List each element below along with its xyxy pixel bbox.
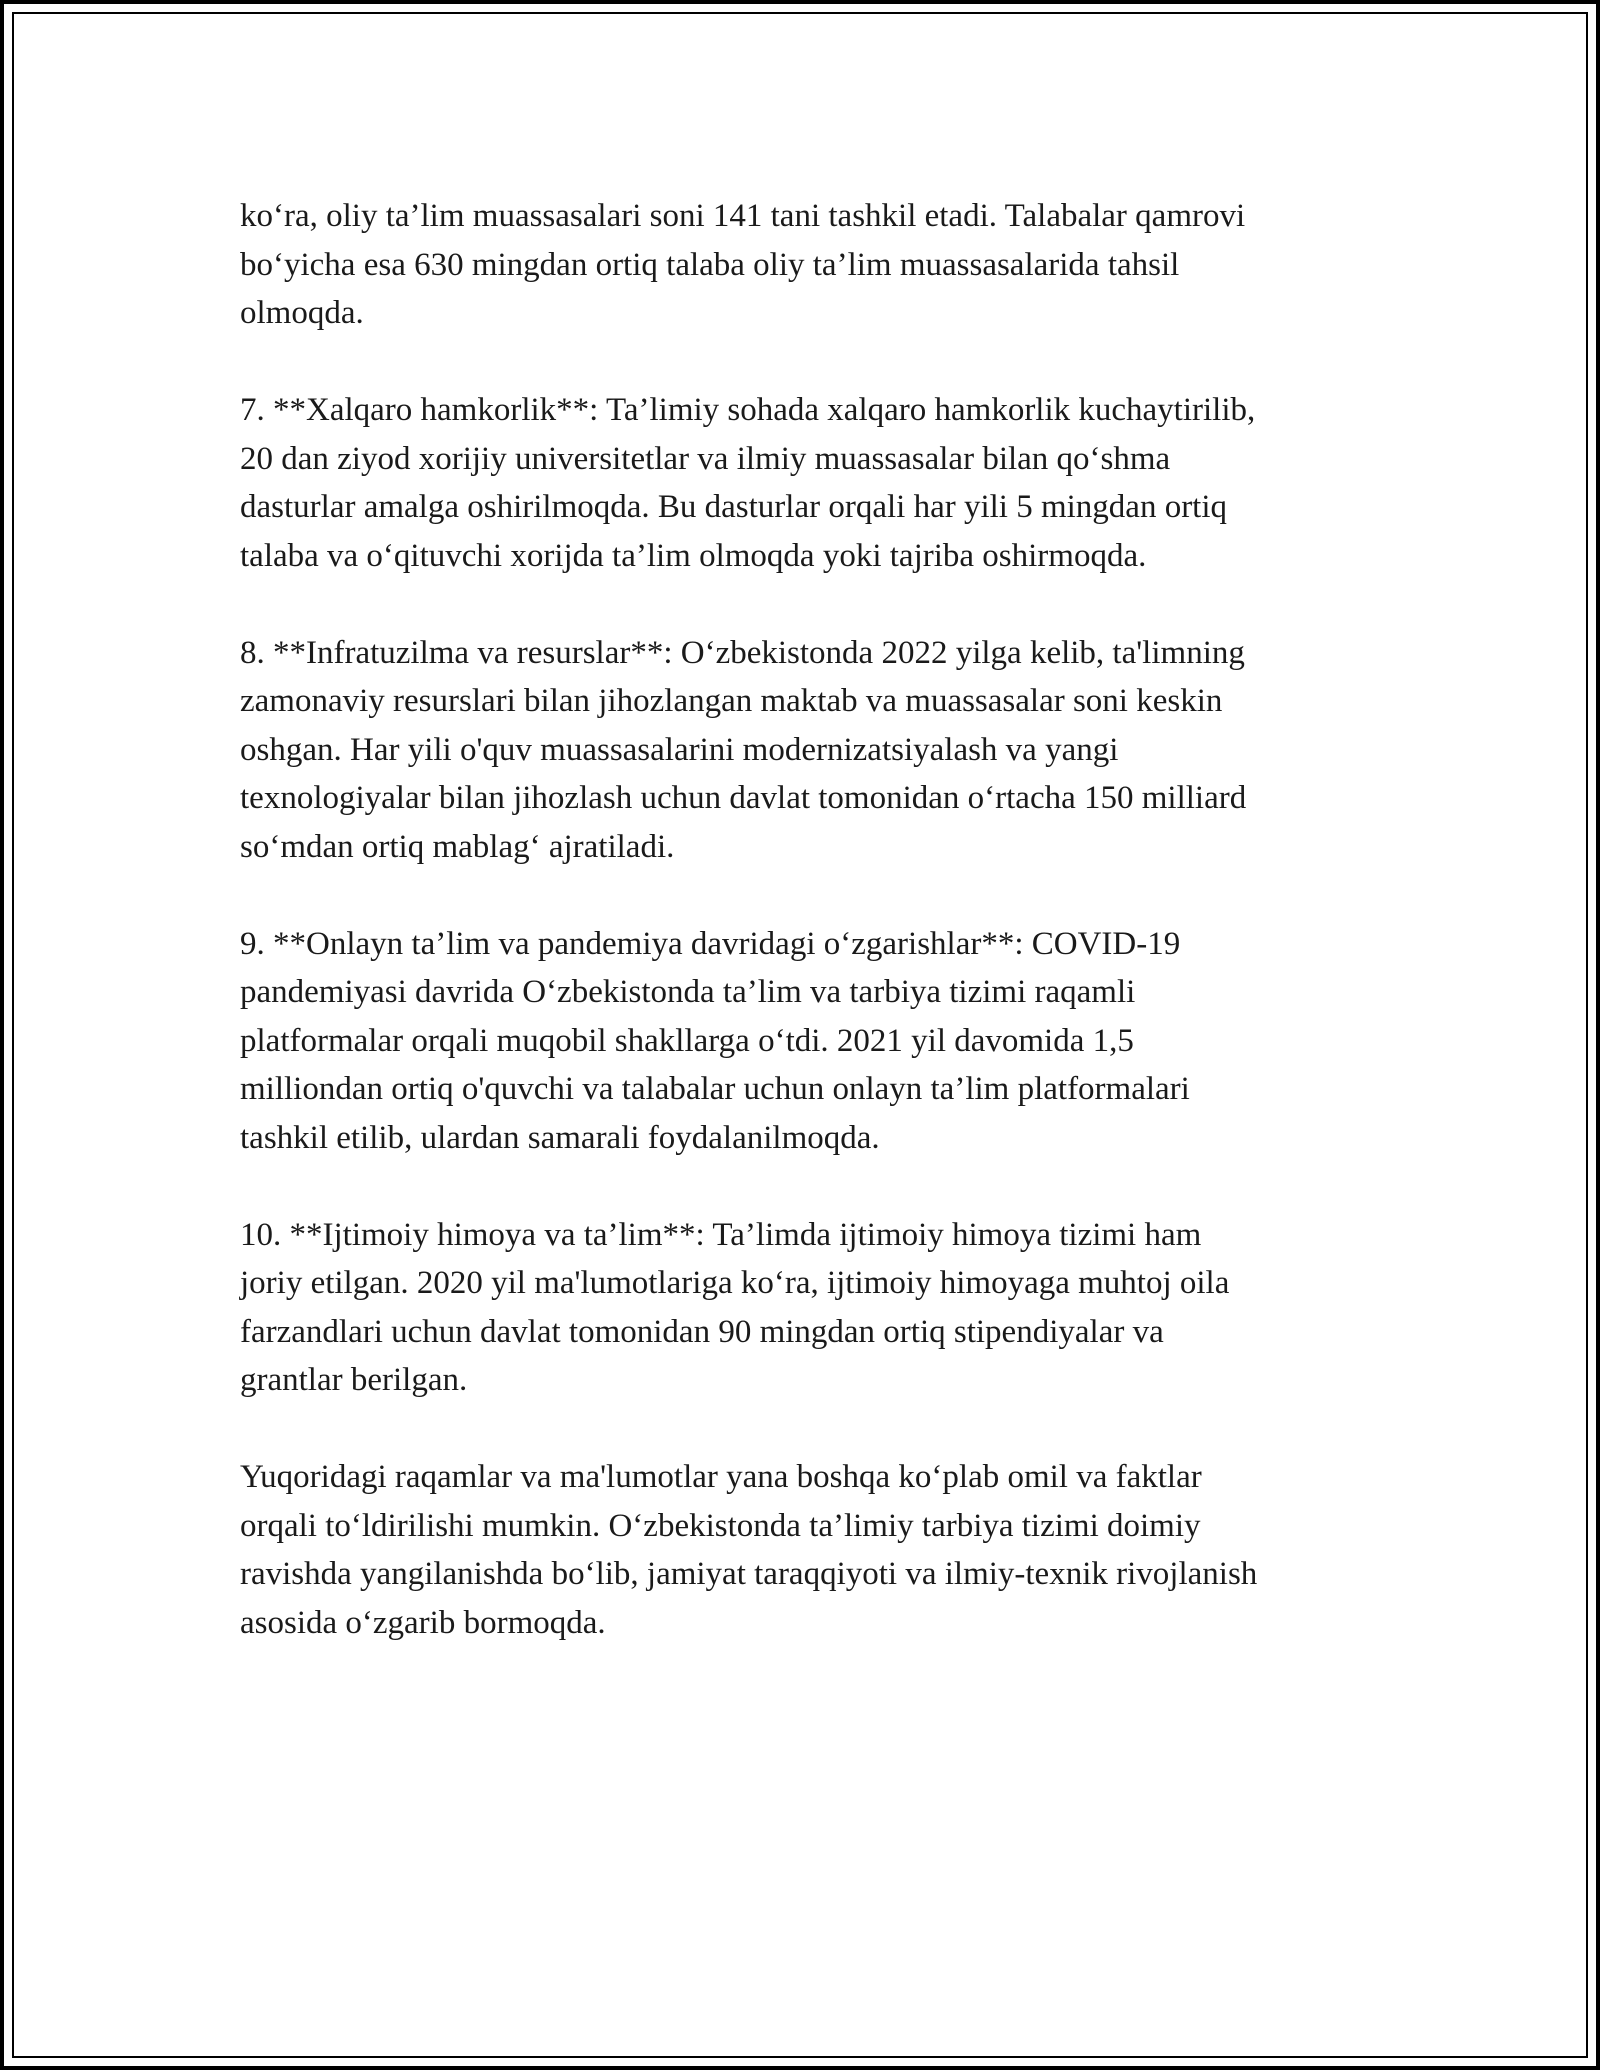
paragraph-item-8 xyxy=(240,629,1380,872)
text-line: dasturlar amalga oshirilmoqda. Bu dasturlar orqali har yili 5 mingdan ortiq xyxy=(240,489,1228,525)
paragraph-conclusion xyxy=(240,1453,1380,1647)
paragraph-intro-continuation xyxy=(240,192,1380,338)
text-line: farzandlari uchun davlat tomonidan 90 mingdan ortiq stipendiyalar va xyxy=(240,1313,1164,1350)
text-line: 7. **Xalqaro hamkorlik**: Ta’limiy sohada xalqaro hamkorlik kuchaytirilib, xyxy=(240,392,1256,428)
text-line: so‘mdan ortiq mablag‘ ajratiladi. xyxy=(240,828,675,865)
text-line: pandemiyasi davrida O‘zbekistonda ta’lim va tarbiya tizimi raqamli xyxy=(240,974,1136,1010)
paragraph-item-9 xyxy=(240,920,1380,1163)
text-line: zamonaviy resurslari bilan jihozlangan maktab va muassasalar soni keskin xyxy=(240,683,1223,719)
text-line: texnologiyalar bilan jihozlash uchun davlat tomonidan o‘rtacha 150 milliard xyxy=(240,780,1247,816)
text-line: orqali to‘ldirilishi mumkin. O‘zbekistonda ta’limiy tarbiya tizimi doimiy xyxy=(240,1507,1201,1544)
text-line: grantlar berilgan. xyxy=(240,1362,468,1398)
text-line: olmoqda. xyxy=(240,295,364,331)
text-line: ko‘ra, oliy ta’lim muassasalari soni 141 tani tashkil etadi. Talabalar qamrovi xyxy=(240,198,1246,234)
text-line: 10. **Ijtimoiy himoya va ta’lim**: Ta’limda ijtimoiy himoya tizimi ham xyxy=(240,1216,1202,1253)
text-line: milliondan ortiq o'quvchi va talabalar uchun onlayn ta’lim platformalari xyxy=(240,1071,1190,1107)
text-line: talaba va o‘qituvchi xorijda ta’lim olmoqda yoki tajriba oshirmoqda. xyxy=(240,537,1147,574)
text-line: 9. **Onlayn ta’lim va pandemiya davridagi o‘zgarishlar**: COVID-19 xyxy=(240,925,1181,962)
text-line: bo‘yicha esa 630 mingdan ortiq talaba oliy ta’lim muassasalarida tahsil xyxy=(240,246,1180,283)
text-line: 20 dan ziyod xorijiy universitetlar va ilmiy muassasalar bilan qo‘shma xyxy=(240,440,1171,477)
paragraph-item-7 xyxy=(240,386,1380,580)
paragraph-item-10 xyxy=(240,1211,1380,1405)
text-line: ravishda yangilanishda bo‘lib, jamiyat taraqqiyoti va ilmiy-texnik rivojlanish xyxy=(240,1556,1258,1592)
text-line: tashkil etilib, ulardan samarali foydalanilmoqda. xyxy=(240,1119,880,1156)
text-line: platformalar orqali muqobil shakllarga o‘tdi. 2021 yil davomida 1,5 xyxy=(240,1022,1134,1059)
document-body xyxy=(240,192,1380,1696)
text-line: asosida o‘zgarib bormoqda. xyxy=(240,1604,606,1641)
text-line: Yuqoridagi raqamlar va ma'lumotlar yana boshqa ko‘plab omil va faktlar xyxy=(240,1459,1202,1495)
text-line: 8. **Infratuzilma va resurslar**: O‘zbekistonda 2022 yilga kelib, ta'limning xyxy=(240,634,1245,671)
text-line: oshgan. Har yili o'quv muassasalarini modernizatsiyalash va yangi xyxy=(240,731,1119,768)
text-line: joriy etilgan. 2020 yil ma'lumotlariga ko‘ra, ijtimoiy himoyaga muhtoj oila xyxy=(240,1265,1230,1301)
